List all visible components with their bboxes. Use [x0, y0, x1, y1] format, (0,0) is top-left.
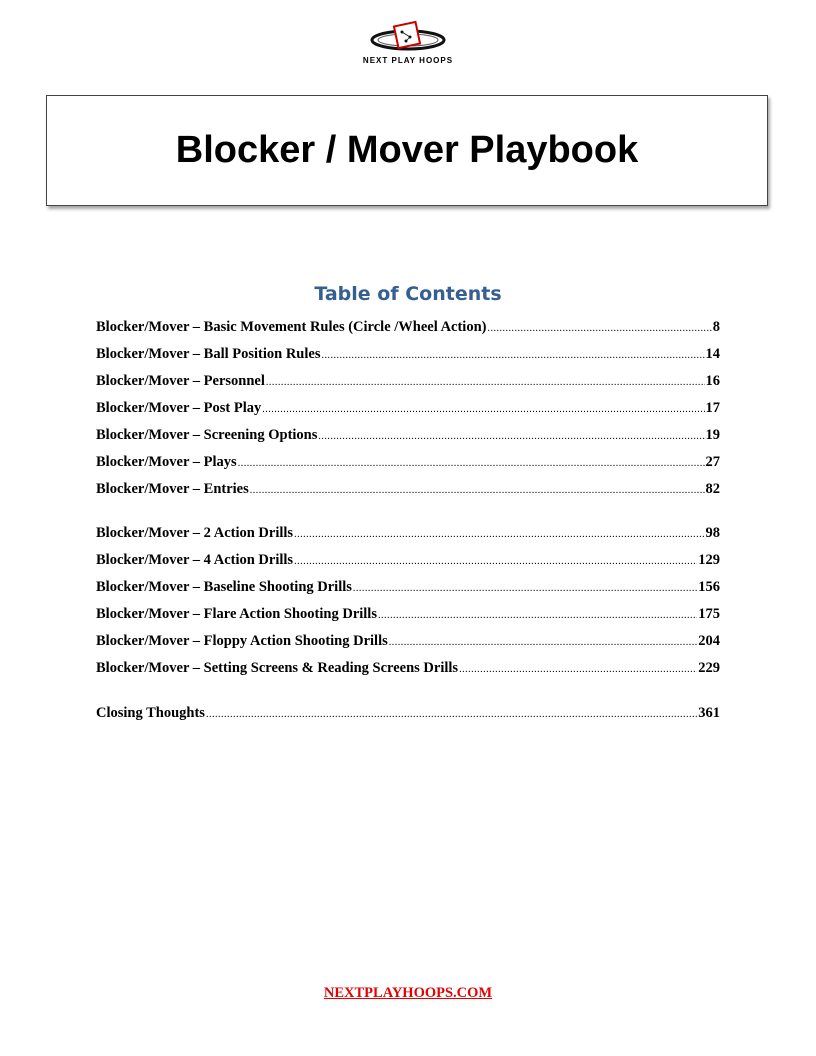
toc-entry[interactable] — [96, 525, 720, 552]
dot-leader — [294, 552, 697, 569]
toc-entry-page-number: 82 — [705, 481, 720, 497]
toc-entry-label: Blocker/Mover – Baseline Shooting Drills — [96, 579, 352, 595]
dot-leader — [238, 454, 705, 471]
basketball-court-logo-icon — [368, 20, 448, 54]
toc-entry-page-number: 8 — [712, 319, 720, 335]
toc-entry[interactable] — [96, 454, 720, 481]
toc-entry-page-number: 14 — [705, 346, 720, 362]
dot-leader — [353, 579, 697, 596]
dot-leader — [262, 400, 704, 417]
toc-entry-label: Blocker/Mover – Ball Position Rules — [96, 346, 321, 362]
toc-entry[interactable] — [96, 481, 720, 508]
brand-logo — [0, 20, 816, 65]
toc-entry[interactable] — [96, 660, 720, 687]
toc-entry[interactable] — [96, 346, 720, 373]
toc-entry-label: Blocker/Mover – Post Play — [96, 400, 262, 416]
dot-leader — [378, 606, 697, 623]
toc-entry-label: Blocker/Mover – Screening Options — [96, 427, 318, 443]
toc-entry-label: Blocker/Mover – Floppy Action Shooting Drills — [96, 633, 388, 649]
dot-leader — [250, 481, 705, 498]
toc-entry-page-number: 361 — [698, 705, 720, 721]
toc-group-drills — [96, 525, 720, 687]
toc-entry[interactable] — [96, 606, 720, 633]
toc-entry-label: Blocker/Mover – Plays — [96, 454, 237, 470]
toc-entry-label: Blocker/Mover – Personnel — [96, 373, 265, 389]
dot-leader — [487, 319, 711, 336]
toc-entry-page-number: 229 — [698, 660, 720, 676]
toc-entry[interactable] — [96, 705, 720, 732]
toc-group-chapters — [96, 319, 720, 508]
toc-entry[interactable] — [96, 319, 720, 346]
dot-leader — [389, 633, 698, 650]
toc-entry[interactable] — [96, 579, 720, 606]
website-link[interactable]: NEXTPLAYHOOPS.COM — [323, 985, 493, 1001]
page-title: Blocker / Mover Playbook — [175, 129, 639, 171]
toc-entry-page-number: 129 — [698, 552, 720, 568]
toc-entry[interactable] — [96, 552, 720, 579]
toc-entry-page-number: 156 — [698, 579, 720, 595]
toc-entry-label: Blocker/Mover – Entries — [96, 481, 249, 497]
toc-heading: Table of Contents — [314, 283, 502, 305]
toc-entry[interactable] — [96, 373, 720, 400]
toc-entry[interactable] — [96, 427, 720, 454]
dot-leader — [294, 525, 704, 542]
toc-entry-page-number: 204 — [698, 633, 720, 649]
toc-entry-label: Blocker/Mover – Setting Screens & Reading Screens Drills — [96, 660, 459, 676]
toc-entry-page-number: 16 — [705, 373, 720, 389]
toc-entry-label: Blocker/Mover – Flare Action Shooting Drills — [96, 606, 377, 622]
toc-entry-label: Blocker/Mover – 2 Action Drills — [96, 525, 294, 541]
toc-entry-label: Blocker/Mover – 4 Action Drills — [96, 552, 294, 568]
toc-entry-label: Closing Thoughts — [96, 705, 205, 721]
toc-entry-page-number: 27 — [705, 454, 720, 470]
dot-leader — [321, 346, 704, 363]
toc-entry-page-number: 98 — [705, 525, 720, 541]
dot-leader — [318, 427, 704, 444]
logo-text: NEXT PLAY HOOPS — [362, 56, 454, 65]
toc-group-closing — [96, 705, 720, 732]
toc-entry[interactable] — [96, 633, 720, 660]
title-box — [46, 95, 768, 206]
dot-leader — [206, 705, 697, 722]
toc-entry-page-number: 175 — [698, 606, 720, 622]
dot-leader — [266, 373, 705, 390]
toc-entry-label: Blocker/Mover – Basic Movement Rules (Circle /Wheel Action) — [96, 319, 487, 335]
toc-entry-page-number: 19 — [705, 427, 720, 443]
toc-entry-page-number: 17 — [705, 400, 720, 416]
dot-leader — [459, 660, 697, 677]
toc-entry[interactable] — [96, 400, 720, 427]
